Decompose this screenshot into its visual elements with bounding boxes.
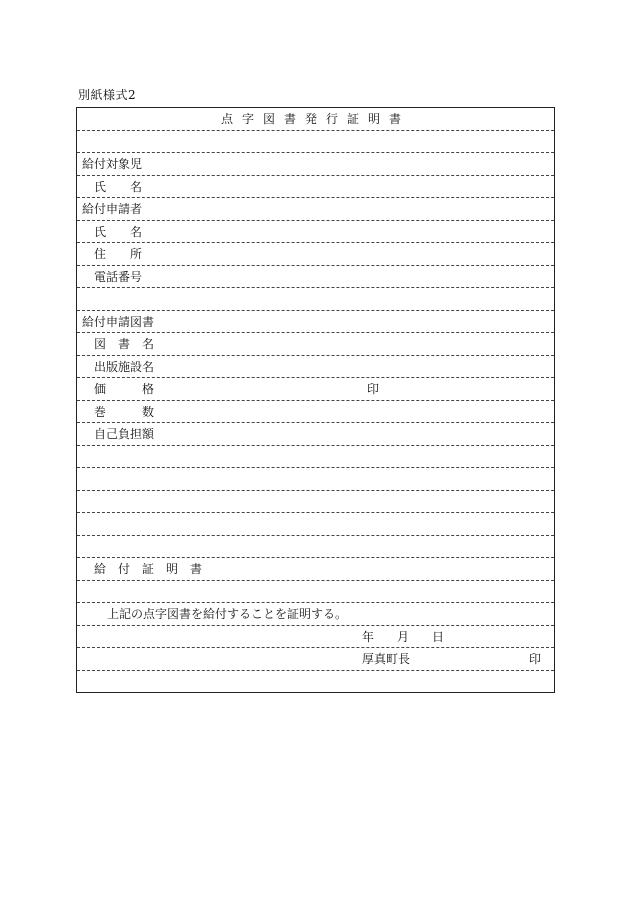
blank-row[interactable] bbox=[77, 671, 554, 694]
issuer-title: 厚真町長 bbox=[362, 652, 411, 666]
copay-row[interactable] bbox=[77, 423, 554, 446]
applicant-section-row bbox=[77, 198, 554, 221]
certificate-heading-row bbox=[77, 558, 554, 581]
blank-row[interactable] bbox=[77, 468, 554, 491]
publisher-label: 出版施設名 bbox=[94, 359, 155, 374]
applicant-phone-label: 電話番号 bbox=[94, 269, 143, 284]
applicant-address-label: 住 所 bbox=[94, 247, 143, 261]
certification-statement: 上記の点字図書を給付することを証明する。 bbox=[107, 607, 348, 621]
date-year-label: 年 bbox=[362, 629, 375, 644]
applicant-address-row[interactable] bbox=[77, 243, 554, 266]
price-row[interactable] bbox=[77, 378, 554, 401]
applicant-name-row[interactable] bbox=[77, 221, 554, 244]
date-row[interactable] bbox=[77, 626, 554, 649]
blank-row[interactable] bbox=[77, 446, 554, 469]
issuer-seal-mark: 印 bbox=[529, 652, 542, 666]
recipient-name-row[interactable] bbox=[77, 176, 554, 199]
applicant-section-label: 給付申請者 bbox=[82, 202, 143, 216]
title-row bbox=[77, 108, 554, 131]
applicant-name-label: 氏 名 bbox=[94, 224, 143, 239]
price-seal-mark: 印 bbox=[367, 382, 380, 396]
issuer-row bbox=[77, 648, 554, 671]
blank-row[interactable] bbox=[77, 581, 554, 604]
blank-row[interactable] bbox=[77, 288, 554, 311]
recipient-section-label: 給付対象児 bbox=[82, 157, 143, 171]
book-title-row[interactable] bbox=[77, 333, 554, 356]
blank-row[interactable] bbox=[77, 491, 554, 514]
certificate-form bbox=[76, 107, 555, 693]
form-number-label: 別紙様式2 bbox=[78, 88, 137, 102]
form-title: 点字図書発行証明書 bbox=[220, 112, 410, 126]
applicant-phone-row[interactable] bbox=[77, 266, 554, 289]
book-title-label: 図 書 名 bbox=[94, 337, 155, 351]
recipient-name-label: 氏 名 bbox=[94, 179, 143, 194]
book-section-label: 給付申請図書 bbox=[82, 314, 155, 329]
blank-row[interactable] bbox=[77, 536, 554, 559]
certification-statement-row bbox=[77, 603, 554, 626]
blank-row[interactable] bbox=[77, 513, 554, 536]
volumes-label: 巻 数 bbox=[94, 404, 155, 419]
recipient-section-row bbox=[77, 153, 554, 176]
book-section-row bbox=[77, 311, 554, 334]
publisher-row[interactable] bbox=[77, 356, 554, 379]
blank-row[interactable] bbox=[77, 131, 554, 154]
price-label: 価 格 bbox=[94, 382, 155, 396]
certificate-heading: 給 付 証 明 書 bbox=[94, 562, 203, 576]
copay-label: 自己負担額 bbox=[94, 427, 155, 441]
volumes-row[interactable] bbox=[77, 401, 554, 424]
date-day-label: 日 bbox=[432, 629, 445, 644]
date-month-label: 月 bbox=[397, 629, 410, 644]
